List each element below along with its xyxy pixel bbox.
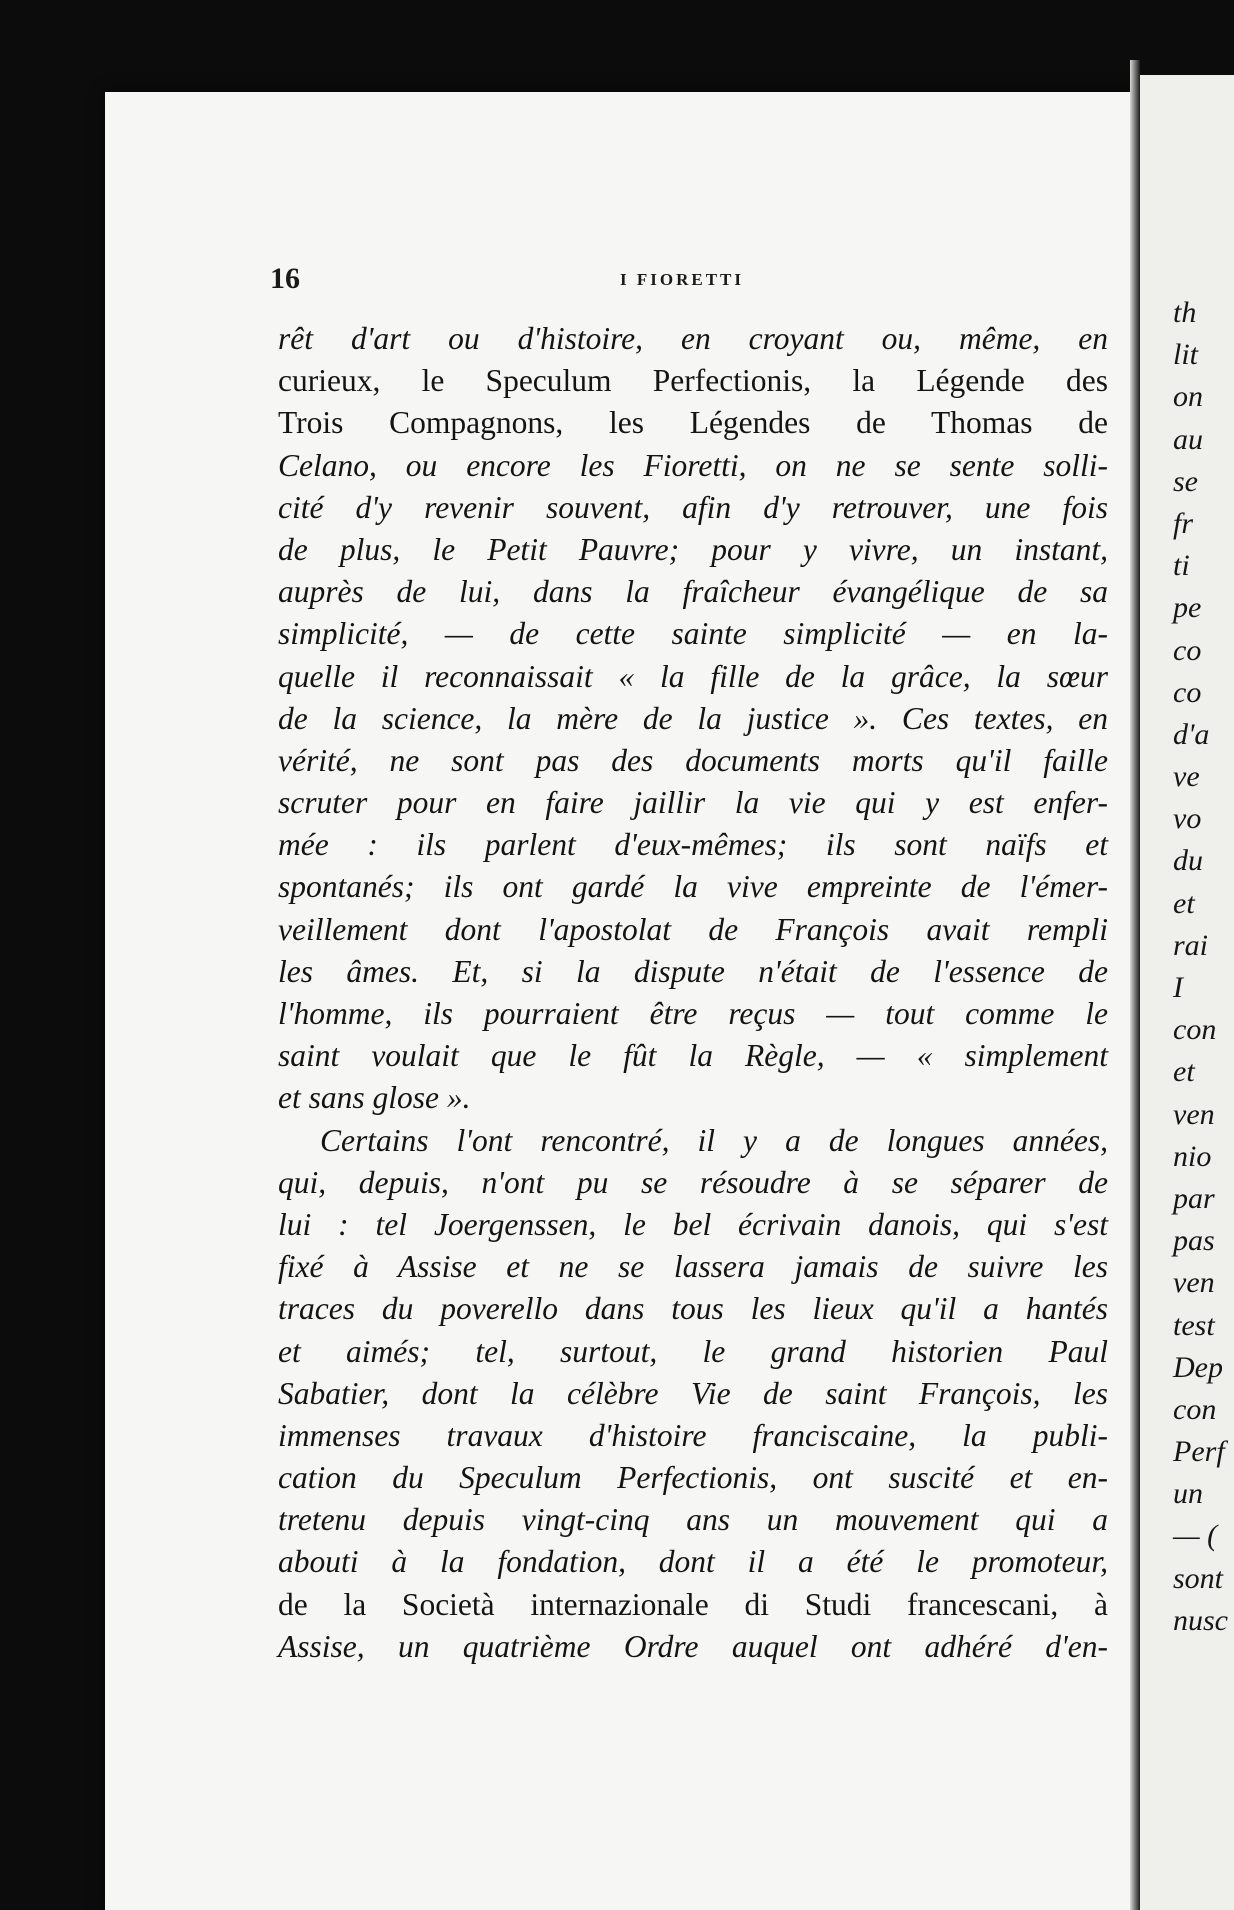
facing-page-fragment: I — [1173, 971, 1183, 1004]
facing-page-fragment: co — [1173, 633, 1202, 667]
text-line: simplicité, — de cette sainte simplicité — en la- — [278, 616, 1108, 652]
page-number: 16 — [270, 262, 300, 295]
text-line: scruter pour en faire jaillir la vie qui y est enfer- — [278, 785, 1108, 821]
text-line: fixé à Assise et ne se lassera jamais de suivre les — [278, 1249, 1108, 1285]
book-spine — [1130, 60, 1140, 1910]
facing-page-fragment: ti — [1173, 549, 1190, 583]
page-header — [270, 262, 1100, 302]
facing-page-fragment: fr — [1173, 506, 1194, 540]
facing-page-fragment: test — [1173, 1308, 1215, 1342]
text-line: de plus, le Petit Pauvre; pour y vivre, un instant, — [278, 531, 1108, 567]
facing-page-fragment: au — [1173, 422, 1203, 456]
facing-page-fragment: con — [1173, 1392, 1217, 1426]
facing-page-fragment: pe — [1173, 591, 1202, 625]
facing-page-fragment: pas — [1173, 1224, 1215, 1258]
text-line: l'homme, ils pourraient être reçus — tout comme le — [278, 996, 1108, 1031]
text-line: tretenu depuis vingt-cinq ans un mouvement qui a — [278, 1502, 1108, 1538]
facing-page-fragment: du — [1173, 844, 1203, 878]
text-line: de la science, la mère de la justice ». Ces textes, en — [278, 700, 1108, 736]
text-line: cation du Speculum Perfectionis, ont suscité et en- — [278, 1460, 1108, 1496]
facing-page-fragment: co — [1173, 675, 1202, 709]
text-line: et aimés; tel, surtout, le grand historien Paul — [278, 1333, 1108, 1369]
text-line: cité d'y revenir souvent, afin d'y retrouver, une fois — [278, 489, 1108, 525]
facing-page-fragment: on — [1173, 380, 1203, 414]
facing-page-text — [1173, 292, 1234, 1642]
text-line: curieux, le Speculum Perfectionis, la Légende des — [278, 363, 1108, 399]
facing-page-fragment: se — [1173, 464, 1198, 498]
facing-page-fragment: Perf — [1173, 1435, 1225, 1469]
text-line: Celano, ou encore les Fioretti, on ne se sente solli- — [278, 447, 1108, 483]
facing-page-fragment: — ( — [1173, 1519, 1218, 1553]
text-line: auprès de lui, dans la fraîcheur évangélique de sa — [278, 574, 1108, 610]
text-line: traces du poverello dans tous les lieux qu'il a hantés — [278, 1291, 1108, 1327]
text-line: spontanés; ils ont gardé la vive empreinte de l'émer- — [278, 869, 1108, 905]
facing-page-fragment: un — [1173, 1477, 1203, 1511]
facing-page-fragment: rai — [1173, 928, 1209, 962]
text-line: saint voulait que le fût la Règle, — « simplement — [278, 1038, 1108, 1074]
facing-page-fragment: par — [1173, 1181, 1215, 1215]
body-text — [278, 318, 1108, 1668]
text-line: et sans glose ». — [278, 1080, 471, 1116]
facing-page-fragment: con — [1173, 1013, 1217, 1047]
facing-page-fragment: Dep — [1173, 1350, 1223, 1384]
text-line: Sabatier, dont la célèbre Vie de saint François, les — [278, 1375, 1108, 1411]
facing-page-fragment: nio — [1173, 1139, 1212, 1173]
facing-page-fragment: d'a — [1173, 717, 1210, 751]
text-line: rêt d'art ou d'histoire, en croyant ou, même, en — [278, 321, 1108, 356]
text-line: qui, depuis, n'ont pu se résoudre à se séparer de — [278, 1164, 1108, 1200]
facing-page-fragment: vo — [1173, 802, 1202, 836]
text-line: Assise, un quatrième Ordre auquel ont adhéré d'en- — [278, 1628, 1108, 1664]
text-line: lui : tel Joergenssen, le bel écrivain danois, qui s'est — [278, 1206, 1108, 1242]
text-line: de la Società internazionale di Studi francescani, à — [278, 1586, 1108, 1622]
text-line: abouti à la fondation, dont il a été le promoteur, — [278, 1544, 1108, 1580]
facing-page-fragment: ven — [1173, 1266, 1215, 1300]
facing-page-fragment: nusc — [1173, 1603, 1228, 1637]
text-line: mée : ils parlent d'eux-mêmes; ils sont naïfs et — [278, 827, 1108, 863]
text-line: Trois Compagnons, les Légendes de Thomas de — [278, 405, 1108, 441]
facing-page-fragment: et — [1173, 886, 1195, 920]
text-line: Certains l'ont rencontré, il y a de longues années, — [320, 1122, 1108, 1158]
facing-page-fragment: ven — [1173, 1097, 1215, 1131]
running-title: I FIORETTI — [620, 270, 744, 289]
facing-page-fragment: lit — [1173, 338, 1199, 372]
text-line: les âmes. Et, si la dispute n'était de l'essence de — [278, 953, 1108, 989]
text-line: immenses travaux d'histoire franciscaine, la publi- — [278, 1417, 1108, 1453]
text-line: vérité, ne sont pas des documents morts qu'il faille — [278, 742, 1108, 778]
text-line: quelle il reconnaissait « la fille de la grâce, la sœur — [278, 658, 1108, 694]
facing-page-fragment: th — [1173, 296, 1197, 329]
text-line: veillement dont l'apostolat de François avait rempli — [278, 911, 1108, 947]
facing-page-fragment: et — [1173, 1055, 1195, 1089]
facing-page-fragment: ve — [1173, 760, 1200, 794]
facing-page-fragment: sont — [1173, 1561, 1224, 1595]
